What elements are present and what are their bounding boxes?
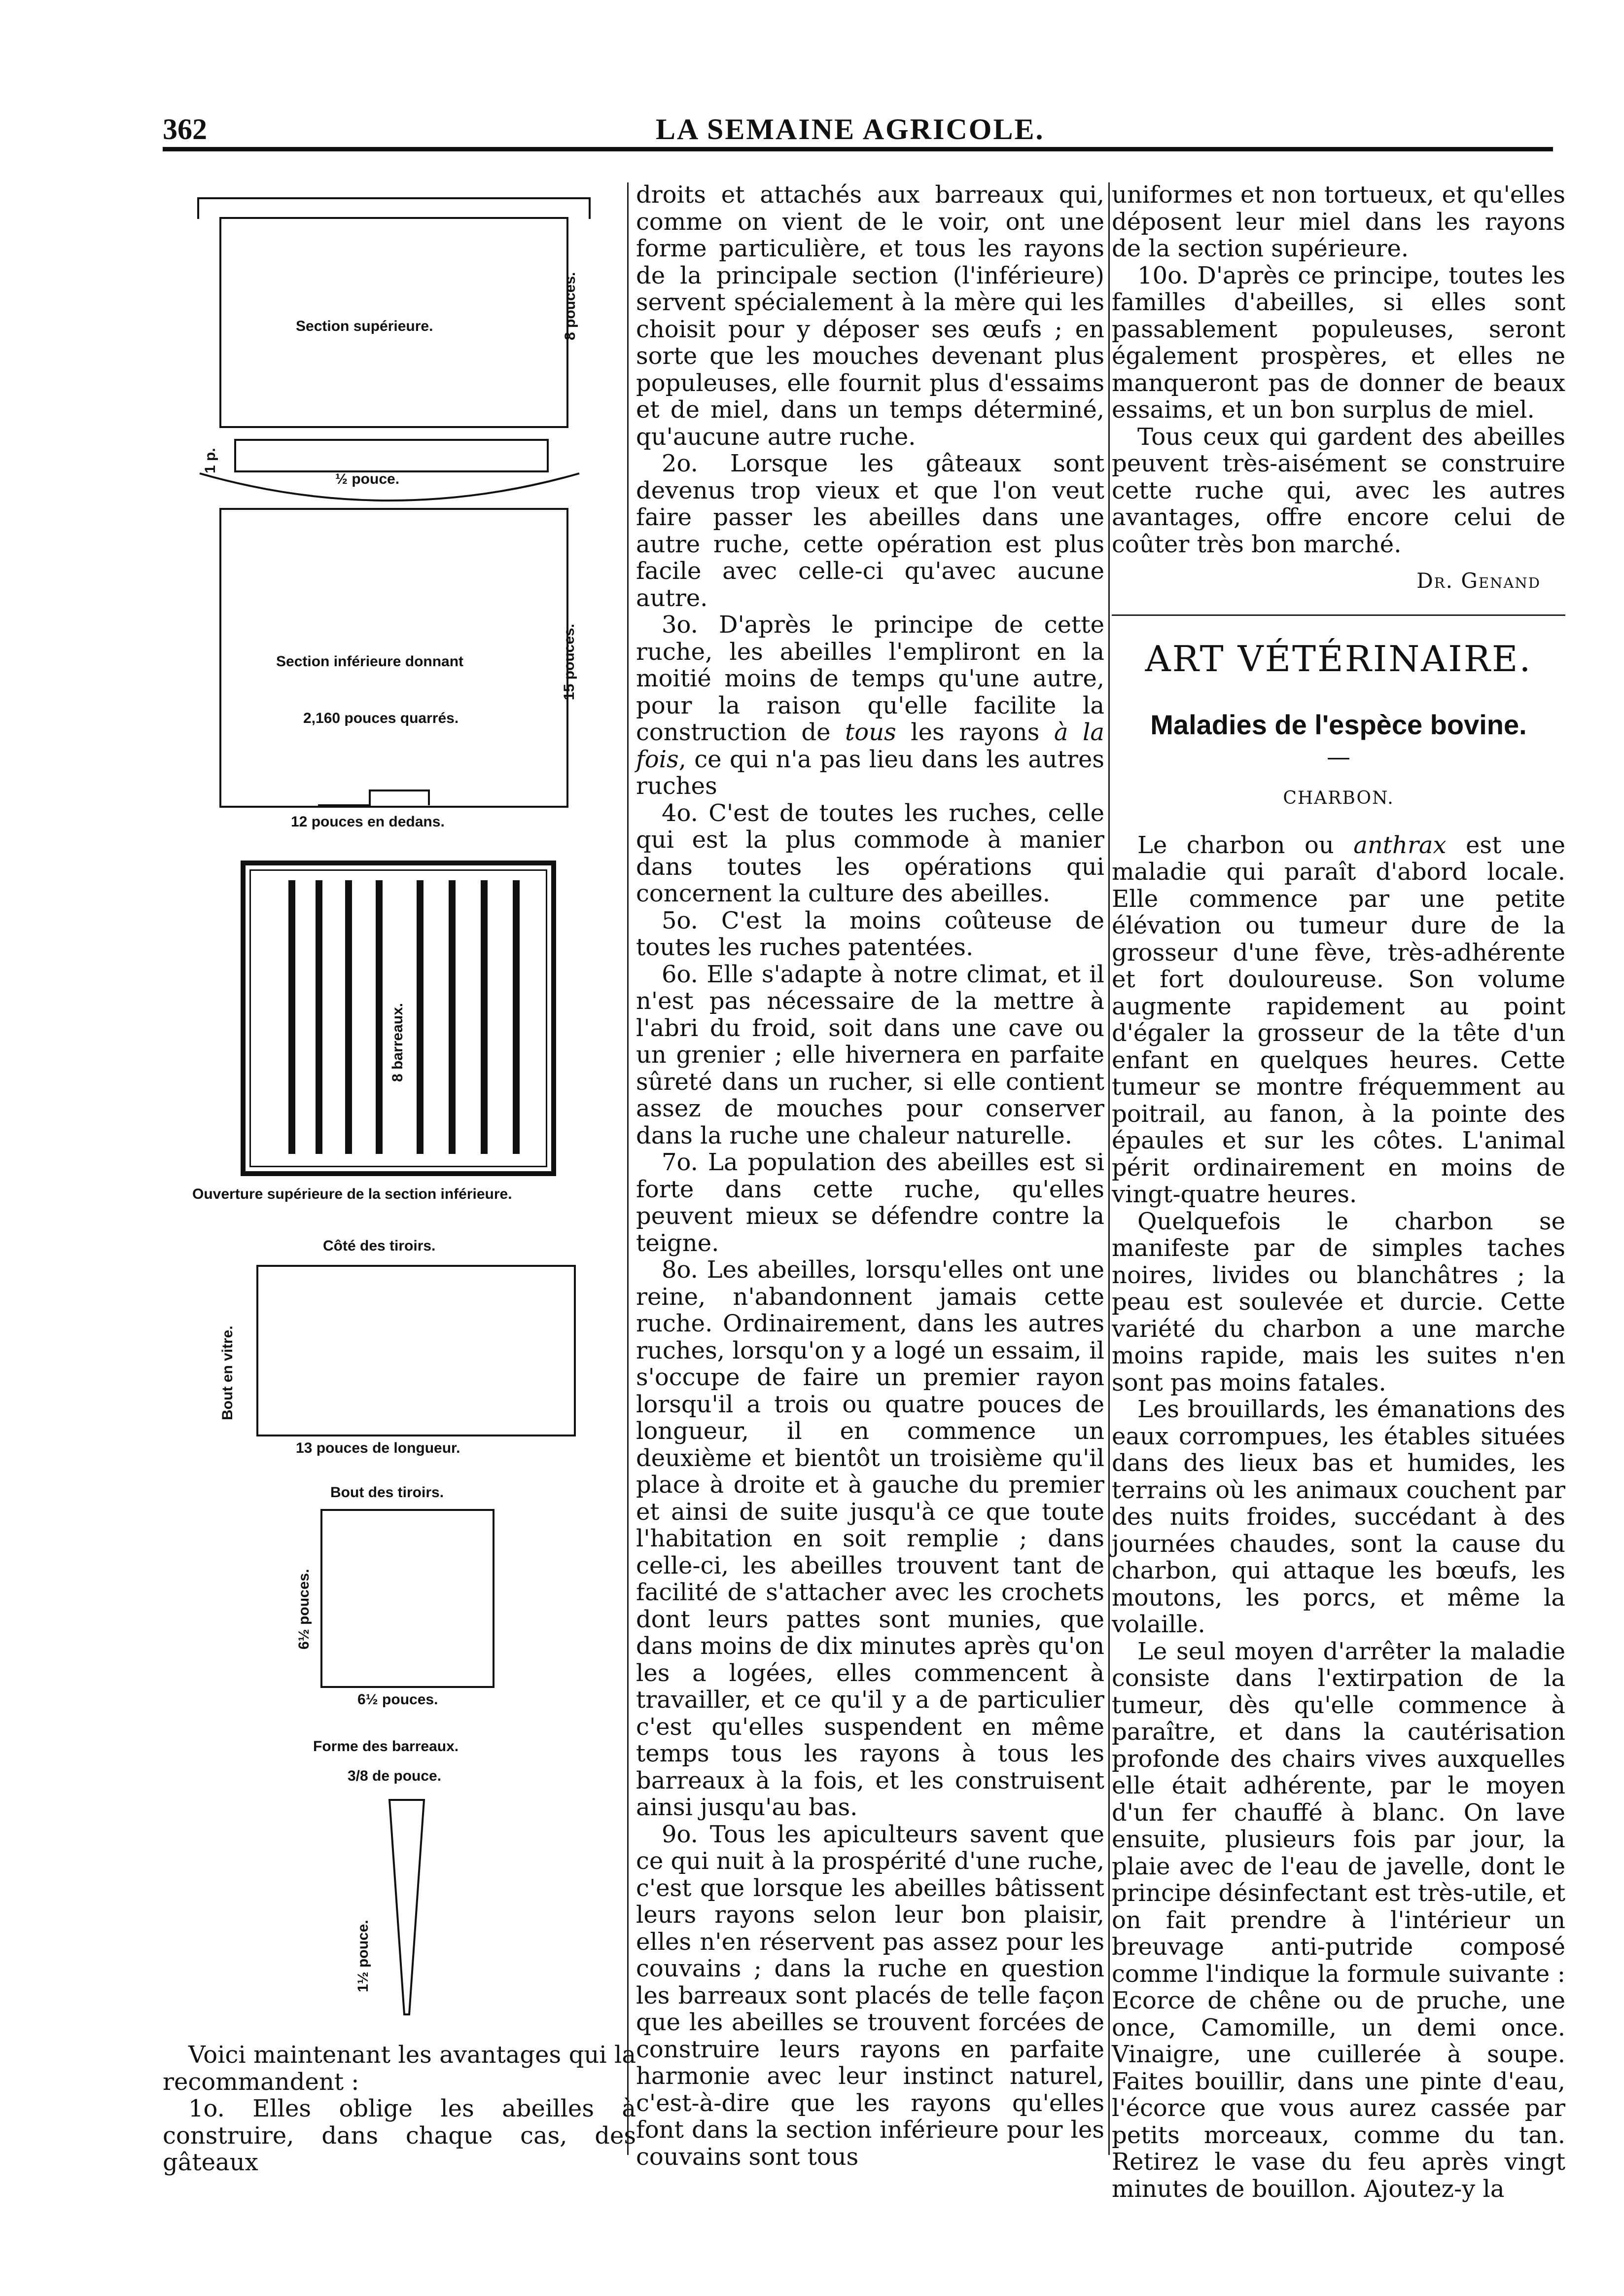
lower-height-label: 15 pouces. bbox=[561, 623, 577, 700]
paragraph: 5o. C'est la moins coûteuse de toutes les ruches patentées. bbox=[636, 906, 1104, 961]
drawer-height-label: 6½ pouces. bbox=[296, 1569, 312, 1650]
upper-height-label: 8 pouces. bbox=[562, 272, 578, 340]
paragraph: 4o. C'est de toutes les ruches, celle qui est la plus commode à manier dans toutes les opérations qui concernent la culture des abeilles. bbox=[636, 799, 1104, 907]
drawers-end-title: Bout des tiroirs. bbox=[330, 1484, 444, 1501]
drawers-end-box bbox=[320, 1509, 494, 1688]
paragraph: Voici maintenant les avantages qui la recommandent : bbox=[163, 2041, 636, 2096]
bar-6 bbox=[449, 880, 456, 1154]
paragraph: 7o. La population des abeilles est si forte dans cette ruche, qu'elles peuvent mieux se défendre contre la teigne. bbox=[636, 1148, 1104, 1257]
paragraph: 1o. Elles oblige les abeilles à construire, dans chaque cas, des gâteaux bbox=[163, 2095, 636, 2176]
bar-2 bbox=[316, 880, 322, 1154]
title-dash: — bbox=[1327, 743, 1350, 771]
drawers-side-title: Côté des tiroirs. bbox=[323, 1238, 436, 1254]
paragraph: Le seul moyen d'arrêter la maladie consiste dans l'extirpation de la tumeur, dès qu'elle commence à paraître, et dans la cautérisation profonde des chairs vives auxquelles elle était adhérente, par le moyen d'un fer chauffé à blanc. On lave ensuite, plusieurs fois par jour, la plaie avec de l'eau de javelle, dont le principe désinfectant est très-utile, et on fait prendre à l'intérieur un breuvage anti-putride composé comme l'indique la formule suivante : Ecorce de chêne ou de pruche, une once, Camomille, un demi once. Vinaigre, une cuillerée à soupe. Faites bouillir, dans une pinte d'eau, l'écorce que vous aurez cassée par petits morceaux, comme du tan. Retirez le vase du feu après vingt minutes de bouillon. Ajoutez-y la bbox=[1112, 1637, 1565, 2203]
paragraph: 10o. D'après ce principe, toutes les familles d'abeilles, si elles sont passablement populeuses, seront également prospères, et elles ne manqueront pas de donner de beaux essaims, et un bon surplus de miel. bbox=[1112, 261, 1565, 424]
text-run: 3o. D'après le principe de cette ruche, les abeilles l'empliront en la moitié moins de temps qu'une autre, pour la raison qu'elle facilite la construction de bbox=[636, 611, 1104, 746]
glass-end-label: Bout en vitre. bbox=[219, 1326, 236, 1420]
text-run: est une maladie qui paraît d'abord locale. Elle commence par une petite élévation ou tumeur dure de la grosseur d'une fève, très-adhérente et fort douloureuse. Son volume augmente rapidement au point d'égaler la grosseur de la tête d'un enfant en quelques heures. Cette tumeur se montre fréquemment au poitrail, au fanon, à la pointe des épaules et sur les côtes. L'animal périt ordinairement en moins de vingt-quatre heures. bbox=[1112, 831, 1565, 1208]
bars-label: 8 barreaux. bbox=[389, 1000, 406, 1085]
emphasis: à la fois bbox=[636, 718, 1104, 773]
drawer-width-label: 6½ pouces. bbox=[357, 1691, 438, 1708]
bars-form-size: 3/8 de pouce. bbox=[348, 1768, 442, 1784]
column-3 bbox=[1112, 181, 1565, 2202]
emphasis: tous bbox=[845, 718, 896, 746]
text-run: , ce qui n'a pas lieu dans les autres ruches bbox=[636, 745, 1104, 800]
paragraph: Tous ceux qui gardent des abeilles peuvent très-aisément se construire cette ruche qui, avec les autres avantages, offre encore celui de coûter très bon marché. bbox=[1112, 423, 1565, 558]
section-divider bbox=[1112, 614, 1565, 616]
bar-8 bbox=[513, 880, 520, 1154]
paragraph: 9o. Tous les apiculteurs savent que ce qui nuit à la prospérité d'une ruche, c'est que lorsque les abeilles bâtissent leurs rayons selon leur bon plaisir, elles n'en réservent pas assez pour les couvains ; dans la ruche en question les barreaux sont placés de telle façon que les abeilles se trouvent forcées de construire leurs rayons en parfaite harmonie avec leur instinct naturel, c'est-à-dire que les rayons qu'elles font dans la section inférieure pour les couvains sont tous bbox=[636, 1820, 1104, 2171]
half-inch-label: ½ pouce. bbox=[335, 471, 400, 487]
bar-7 bbox=[481, 880, 488, 1154]
paragraph bbox=[1112, 832, 1565, 1208]
joint-curve bbox=[197, 468, 582, 513]
text-run: les rayons bbox=[896, 718, 1054, 746]
drawers-side-box bbox=[256, 1265, 576, 1436]
bars-form-title: Forme des barreaux. bbox=[313, 1738, 459, 1755]
paragraph: Quelquefois le charbon se manifeste par de simples taches noires, livides ou blanchâtres ; la peau est soulevée et durcie. Cette variété du charbon a une marche moins rapide, mais les suites n'en sont pas moins fatales. bbox=[1112, 1207, 1565, 1397]
bar-1 bbox=[288, 880, 295, 1154]
text-run: Le charbon ou bbox=[1137, 831, 1354, 859]
column-1-text bbox=[163, 2042, 636, 2176]
one-p-label: 1 p. bbox=[202, 448, 218, 473]
subsection-heading: CHARBON. bbox=[1283, 788, 1394, 808]
author-signature: Dr. Genand bbox=[1416, 569, 1541, 593]
bar-length-label: 1½ pouce. bbox=[355, 1920, 371, 1992]
article-title: Maladies de l'espèce bovine. bbox=[1150, 709, 1527, 740]
upper-section-label: Section supérieure. bbox=[296, 318, 433, 334]
column-2 bbox=[636, 181, 1104, 2170]
upper-section-cap bbox=[197, 197, 591, 219]
lower-section-label: Section inférieure donnant bbox=[276, 653, 464, 670]
paragraph: Les brouillards, les émanations des eaux corrompues, les étables situées dans des lieux bas et humides, les terrains où les animaux couchent par des nuits froides, succédant à des journées chaudes, sont la cause du charbon, qui attaque les bœufs, les moutons, les porcs, et même la volaille. bbox=[1112, 1396, 1565, 1638]
bar-5 bbox=[417, 880, 424, 1154]
bar-form-shape bbox=[385, 1797, 429, 2024]
running-head: LA SEMAINE AGRICOLE. bbox=[656, 113, 1045, 145]
bar-3 bbox=[345, 880, 352, 1154]
inside-width-label: 12 pouces en dedans. bbox=[291, 814, 445, 830]
paragraph: 2o. Lorsque les gâteaux sont devenus trop vieux et que l'on veut faire passer les abeilles dans une autre ruche, cette opération est plus facile avec celle-ci qu'avec aucune autre. bbox=[636, 450, 1104, 612]
emphasis: anthrax bbox=[1353, 831, 1447, 859]
header-rule bbox=[163, 147, 1553, 151]
paragraph: 8o. Les abeilles, lorsqu'elles ont une reine, n'abandonnent jamais cette ruche. Ordinairement, dans les autres ruches, lorsqu'on y a logé un essaim, il s'occupe de faire un premier rayon lorsqu'il a trois ou quatre pouces de longueur, il en commence un deuxième et bientôt un troisième qu'il place à droite et à gauche du premier et ainsi de suite jusqu'à ce que toute l'habitation en soit remplie ; dans celle-ci, les abeilles trouvent tant de facilité de s'attacher avec les crochets dont leurs pattes sont munies, que dans moins de dix minutes après qu'on les a logées, elles commencent à travailler, et ce qu'il y a de particulier c'est qu'elles suspendent en même temps tous les rayons à tous les barreaux à la fois, et les construisent ainsi jusqu'au bas. bbox=[636, 1256, 1104, 1821]
column-rule-left bbox=[627, 182, 629, 2155]
bar-4 bbox=[376, 880, 383, 1154]
paragraph: uniformes et non tortueux, et qu'elles déposent leur miel dans les rayons de la section supérieure. bbox=[1112, 181, 1565, 262]
length-label: 13 pouces de longueur. bbox=[296, 1440, 460, 1456]
section-title: ART VÉTÉRINAIRE. bbox=[1145, 638, 1532, 680]
paragraph: 6o. Elle s'adapte à notre climat, et il n'est pas nécessaire de la mettre à l'abri du froid, soit dans une cave ou un grenier ; elle hivernera en parfaite sûreté dans un rucher, si elle contient assez de mouches pour conserver dans la ruche une chaleur naturelle. bbox=[636, 960, 1104, 1149]
dimension-bracket bbox=[316, 787, 444, 809]
top-opening-caption: Ouverture supérieure de la section inférieure. bbox=[192, 1186, 512, 1202]
page-number: 362 bbox=[163, 113, 207, 145]
paragraph: droits et attachés aux barreaux qui, comme on vient de le voir, ont une forme particulière, et tous les rayons de la principale section (l'inférieure) servent spécialement à la mère qui les choisit pour y déposer ses œufs ; en sorte que les mouches devenant plus populeuses, elle fournit plus d'essaims et de miel, dans un temps déterminé, qu'aucune autre ruche. bbox=[636, 181, 1104, 451]
column-rule-right bbox=[1108, 182, 1110, 2155]
paragraph bbox=[636, 611, 1104, 800]
joint-frame bbox=[234, 439, 549, 472]
lower-section-area: 2,160 pouces quarrés. bbox=[303, 710, 459, 726]
